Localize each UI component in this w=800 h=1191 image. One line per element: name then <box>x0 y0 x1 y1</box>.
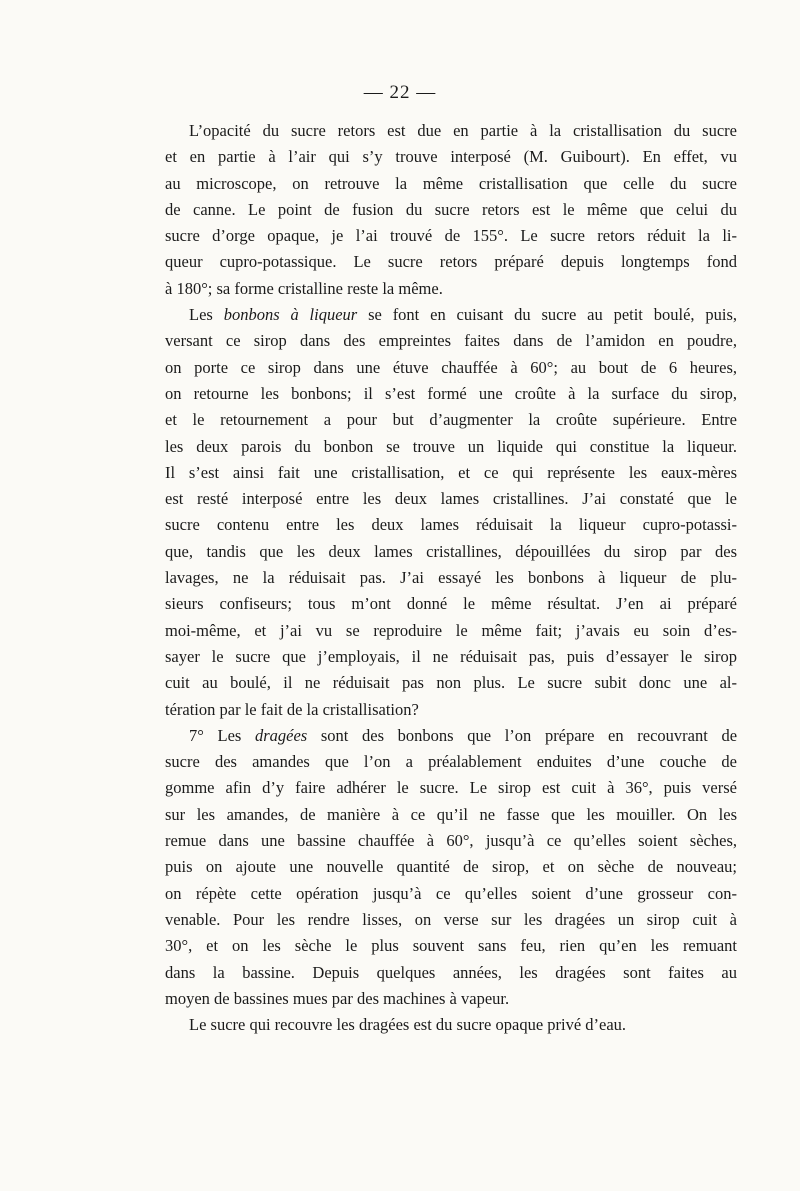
text-line: que, tandis que les deux lames cristallines, dépouillées du sirop par des <box>165 541 737 561</box>
body-text <box>165 118 737 1038</box>
text-line: cuit au boulé, il ne réduisait pas non plus. Le sucre subit donc une al- <box>165 673 737 693</box>
text-line <box>165 723 737 749</box>
text-line: et le retournement a pour but d’augmenter la croûte supérieure. Entre <box>165 410 737 430</box>
text-line: et en partie à l’air qui s’y trouve interposé (M. Guibourt). En effet, vu <box>165 147 737 167</box>
text-line: on répète cette opération jusqu’à ce qu’elles soient d’une grosseur con- <box>165 883 737 903</box>
text-line: tération par le fait de la cristallisation? <box>165 699 419 719</box>
text-line: venable. Pour les rendre lisses, on verse sur les dragées un sirop cuit à <box>165 909 737 929</box>
italic-term: dragées <box>254 725 308 745</box>
text-line: sur les amandes, de manière à ce qu’il ne fasse que les mouiller. On les <box>165 804 737 824</box>
text-line: Il s’est ainsi fait une cristallisation, et ce qui représente les eaux-mères <box>165 462 737 482</box>
text-line: moi-même, et j’ai vu se reproduire le même fait; j’avais eu soin d’es- <box>165 620 737 640</box>
line-rest: sont des bonbons que l’on prépare en recouvrant de <box>320 725 738 745</box>
text-line: sieurs confiseurs; tous m’ont donné le même résultat. J’en ai préparé <box>165 594 737 614</box>
line-rest: se font en cuisant du sucre au petit boulé, puis, <box>368 305 738 325</box>
text-line <box>165 302 737 328</box>
paragraph-sucre-dragees <box>165 1012 737 1038</box>
text-line: moyen de bassines mues par des machines à vapeur. <box>165 988 510 1008</box>
text-line: on retourne les bonbons; il s’est formé une croûte à la surface du sirop, <box>165 383 737 403</box>
text-line: sucre des amandes que l’on a préalablement enduites d’une couche de <box>165 752 737 772</box>
paragraph-sucre-retors <box>165 118 737 302</box>
text-line: dans la bassine. Depuis quelques années, les dragées sont faites au <box>165 962 737 982</box>
text-line: sucre d’orge opaque, je l’ai trouvé de 155°. Le sucre retors réduit la li- <box>165 226 737 246</box>
text-line: gomme afin d’y faire adhérer le sucre. Le sirop est cuit à 36°, puis versé <box>165 778 737 798</box>
text-line: lavages, ne la réduisait pas. J’ai essayé les bonbons à liqueur de plu- <box>165 568 737 588</box>
text-line: queur cupro-potassique. Le sucre retors préparé depuis longtemps fond <box>165 252 737 272</box>
text-line: puis on ajoute une nouvelle quantité de sirop, et on sèche de nouveau; <box>165 857 737 877</box>
text-line: on porte ce sirop dans une étuve chauffée à 60°; au bout de 6 heures, <box>165 357 737 377</box>
lead-word: 7° Les <box>189 725 242 745</box>
text-line: à 180°; sa forme cristalline reste la même. <box>165 278 443 298</box>
text-line: les deux parois du bonbon se trouve un liquide qui constitue la liqueur. <box>165 436 737 456</box>
text-line: Le sucre qui recouvre les dragées est du sucre opaque privé d’eau. <box>189 1015 627 1035</box>
text-line: versant ce sirop dans des empreintes faites dans de l’amidon en poudre, <box>165 331 737 351</box>
text-line: au microscope, on retrouve la même cristallisation que celle du sucre <box>165 173 737 193</box>
text-line: de canne. Le point de fusion du sucre retors est le même que celui du <box>165 199 737 219</box>
text-line: sayer le sucre que j’employais, il ne réduisait pas, puis d’essayer le sirop <box>165 646 737 666</box>
paragraph-dragees <box>165 723 737 1012</box>
text-line: est resté interposé entre les deux lames cristallines. J’ai constaté que le <box>165 489 737 509</box>
text-line: 30°, et on les sèche le plus souvent sans feu, rien qu’en les remuant <box>165 936 737 956</box>
italic-term: bonbons à liqueur <box>223 305 358 325</box>
paragraph-bonbons-a-liqueur <box>165 302 737 723</box>
text-line: remue dans une bassine chauffée à 60°, jusqu’à ce qu’elles soient sèches, <box>165 831 737 851</box>
text-line: L’opacité du sucre retors est due en partie à la cristallisation du sucre <box>189 121 737 140</box>
text-line: sucre contenu entre les deux lames réduisait la liqueur cupro-potassi- <box>165 515 737 535</box>
lead-word: Les <box>189 305 213 325</box>
page-number: — 22 — <box>363 82 437 103</box>
